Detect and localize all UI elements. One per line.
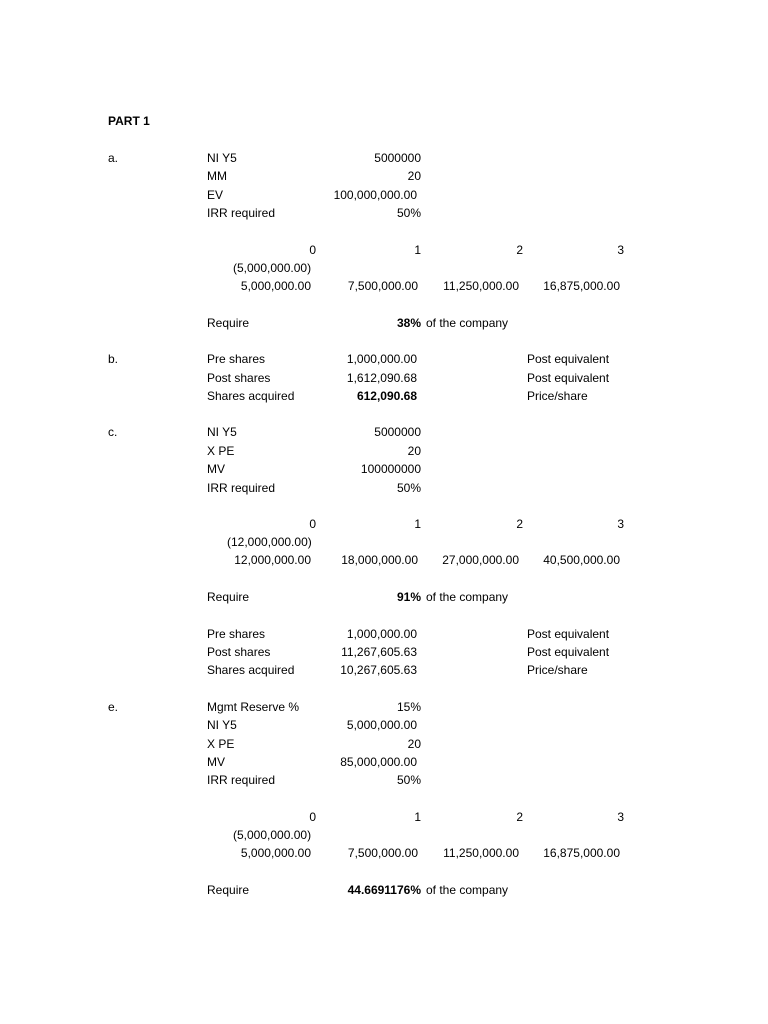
a-value-mm: 20 <box>407 169 421 183</box>
c-period-3: 3 <box>617 517 624 531</box>
c-value-ni-y5: 5000000 <box>374 425 421 439</box>
a-flow-1: 7,500,000.00 <box>347 279 418 293</box>
c-label-x-pe: X PE <box>207 444 235 458</box>
b-right-label-0: Post equivalent <box>527 352 610 366</box>
b-value-post-shares: 1,612,090.68 <box>346 371 417 385</box>
a-flow-3: 16,875,000.00 <box>543 279 620 293</box>
c-label-shares-acquired: Shares acquired <box>207 663 295 677</box>
e-value-x-pe: 20 <box>407 737 421 751</box>
a-label-mm: MM <box>207 169 227 183</box>
c-right-label-2: Price/share <box>527 663 588 677</box>
c-right-label-0: Post equivalent <box>527 627 610 641</box>
section-e-marker: e. <box>108 700 119 714</box>
e-label-mgmt-reserve: Mgmt Reserve % <box>207 700 300 714</box>
e-value-ni-y5: 5,000,000.00 <box>346 718 417 732</box>
c-flow-2: 27,000,000.00 <box>442 553 519 567</box>
e-initial-investment: (5,000,000.00) <box>233 828 312 842</box>
c-value-pre-shares: 1,000,000.00 <box>346 627 417 641</box>
e-value-mv: 85,000,000.00 <box>340 755 417 769</box>
c-value-x-pe: 20 <box>407 444 421 458</box>
b-right-label-2: Price/share <box>527 389 588 403</box>
c-value-shares-acquired: 10,267,605.63 <box>340 663 417 677</box>
a-value-ev: 100,000,000.00 <box>333 188 417 202</box>
a-require-suffix: of the company <box>426 316 509 330</box>
e-flow-3: 16,875,000.00 <box>543 846 620 860</box>
a-period-1: 1 <box>414 243 421 257</box>
c-period-0: 0 <box>309 517 316 531</box>
e-flow-0: 5,000,000.00 <box>240 846 311 860</box>
c-period-2: 2 <box>516 517 523 531</box>
e-period-2: 2 <box>516 810 523 824</box>
c-right-label-1: Post equivalent <box>527 645 610 659</box>
c-require-label: Require <box>207 590 250 604</box>
a-value-irr: 50% <box>396 206 421 220</box>
c-flow-1: 18,000,000.00 <box>341 553 418 567</box>
a-label-ni-y5: NI Y5 <box>207 151 237 165</box>
e-value-mgmt-reserve: 15% <box>396 700 421 714</box>
c-label-irr: IRR required <box>207 481 276 495</box>
c-label-pre-shares: Pre shares <box>207 627 266 641</box>
c-label-ni-y5: NI Y5 <box>207 425 237 439</box>
c-period-1: 1 <box>414 517 421 531</box>
c-flow-3: 40,500,000.00 <box>543 553 620 567</box>
e-label-mv: MV <box>207 755 225 769</box>
section-b-marker: b. <box>108 352 119 366</box>
b-value-pre-shares: 1,000,000.00 <box>346 352 417 366</box>
page-title: PART 1 <box>108 114 150 128</box>
a-require-value: 38% <box>396 316 421 330</box>
e-value-irr: 50% <box>396 773 421 787</box>
a-initial-investment: (5,000,000.00) <box>233 261 312 275</box>
c-flow-0: 12,000,000.00 <box>234 553 311 567</box>
a-value-ni-y5: 5000000 <box>374 151 421 165</box>
c-value-post-shares: 11,267,605.63 <box>341 645 417 659</box>
a-label-irr: IRR required <box>207 206 276 220</box>
e-require-value: 44.6691176% <box>347 883 421 897</box>
c-label-post-shares: Post shares <box>207 645 271 659</box>
section-a-marker: a. <box>108 151 119 165</box>
e-require-label: Require <box>207 883 250 897</box>
section-c-marker: c. <box>108 425 118 439</box>
c-require-value: 91% <box>396 590 421 604</box>
e-flow-1: 7,500,000.00 <box>347 846 418 860</box>
b-label-pre-shares: Pre shares <box>207 352 266 366</box>
e-period-0: 0 <box>309 810 316 824</box>
e-label-ni-y5: NI Y5 <box>207 718 237 732</box>
a-require-label: Require <box>207 316 250 330</box>
c-value-irr: 50% <box>396 481 421 495</box>
b-value-shares-acquired: 612,090.68 <box>356 389 417 403</box>
a-flow-2: 11,250,000.00 <box>443 279 519 293</box>
a-period-2: 2 <box>516 243 523 257</box>
b-label-post-shares: Post shares <box>207 371 271 385</box>
c-require-suffix: of the company <box>426 590 509 604</box>
c-initial-investment: (12,000,000.00) <box>227 535 312 549</box>
a-label-ev: EV <box>207 188 224 202</box>
c-value-mv: 100000000 <box>360 462 421 476</box>
a-flow-0: 5,000,000.00 <box>240 279 311 293</box>
e-label-x-pe: X PE <box>207 737 235 751</box>
b-label-shares-acquired: Shares acquired <box>207 389 295 403</box>
e-period-3: 3 <box>617 810 624 824</box>
c-label-mv: MV <box>207 462 225 476</box>
e-require-suffix: of the company <box>426 883 509 897</box>
a-period-0: 0 <box>309 243 316 257</box>
b-right-label-1: Post equivalent <box>527 371 610 385</box>
e-flow-2: 11,250,000.00 <box>443 846 519 860</box>
e-label-irr: IRR required <box>207 773 276 787</box>
e-period-1: 1 <box>414 810 421 824</box>
a-period-3: 3 <box>617 243 624 257</box>
